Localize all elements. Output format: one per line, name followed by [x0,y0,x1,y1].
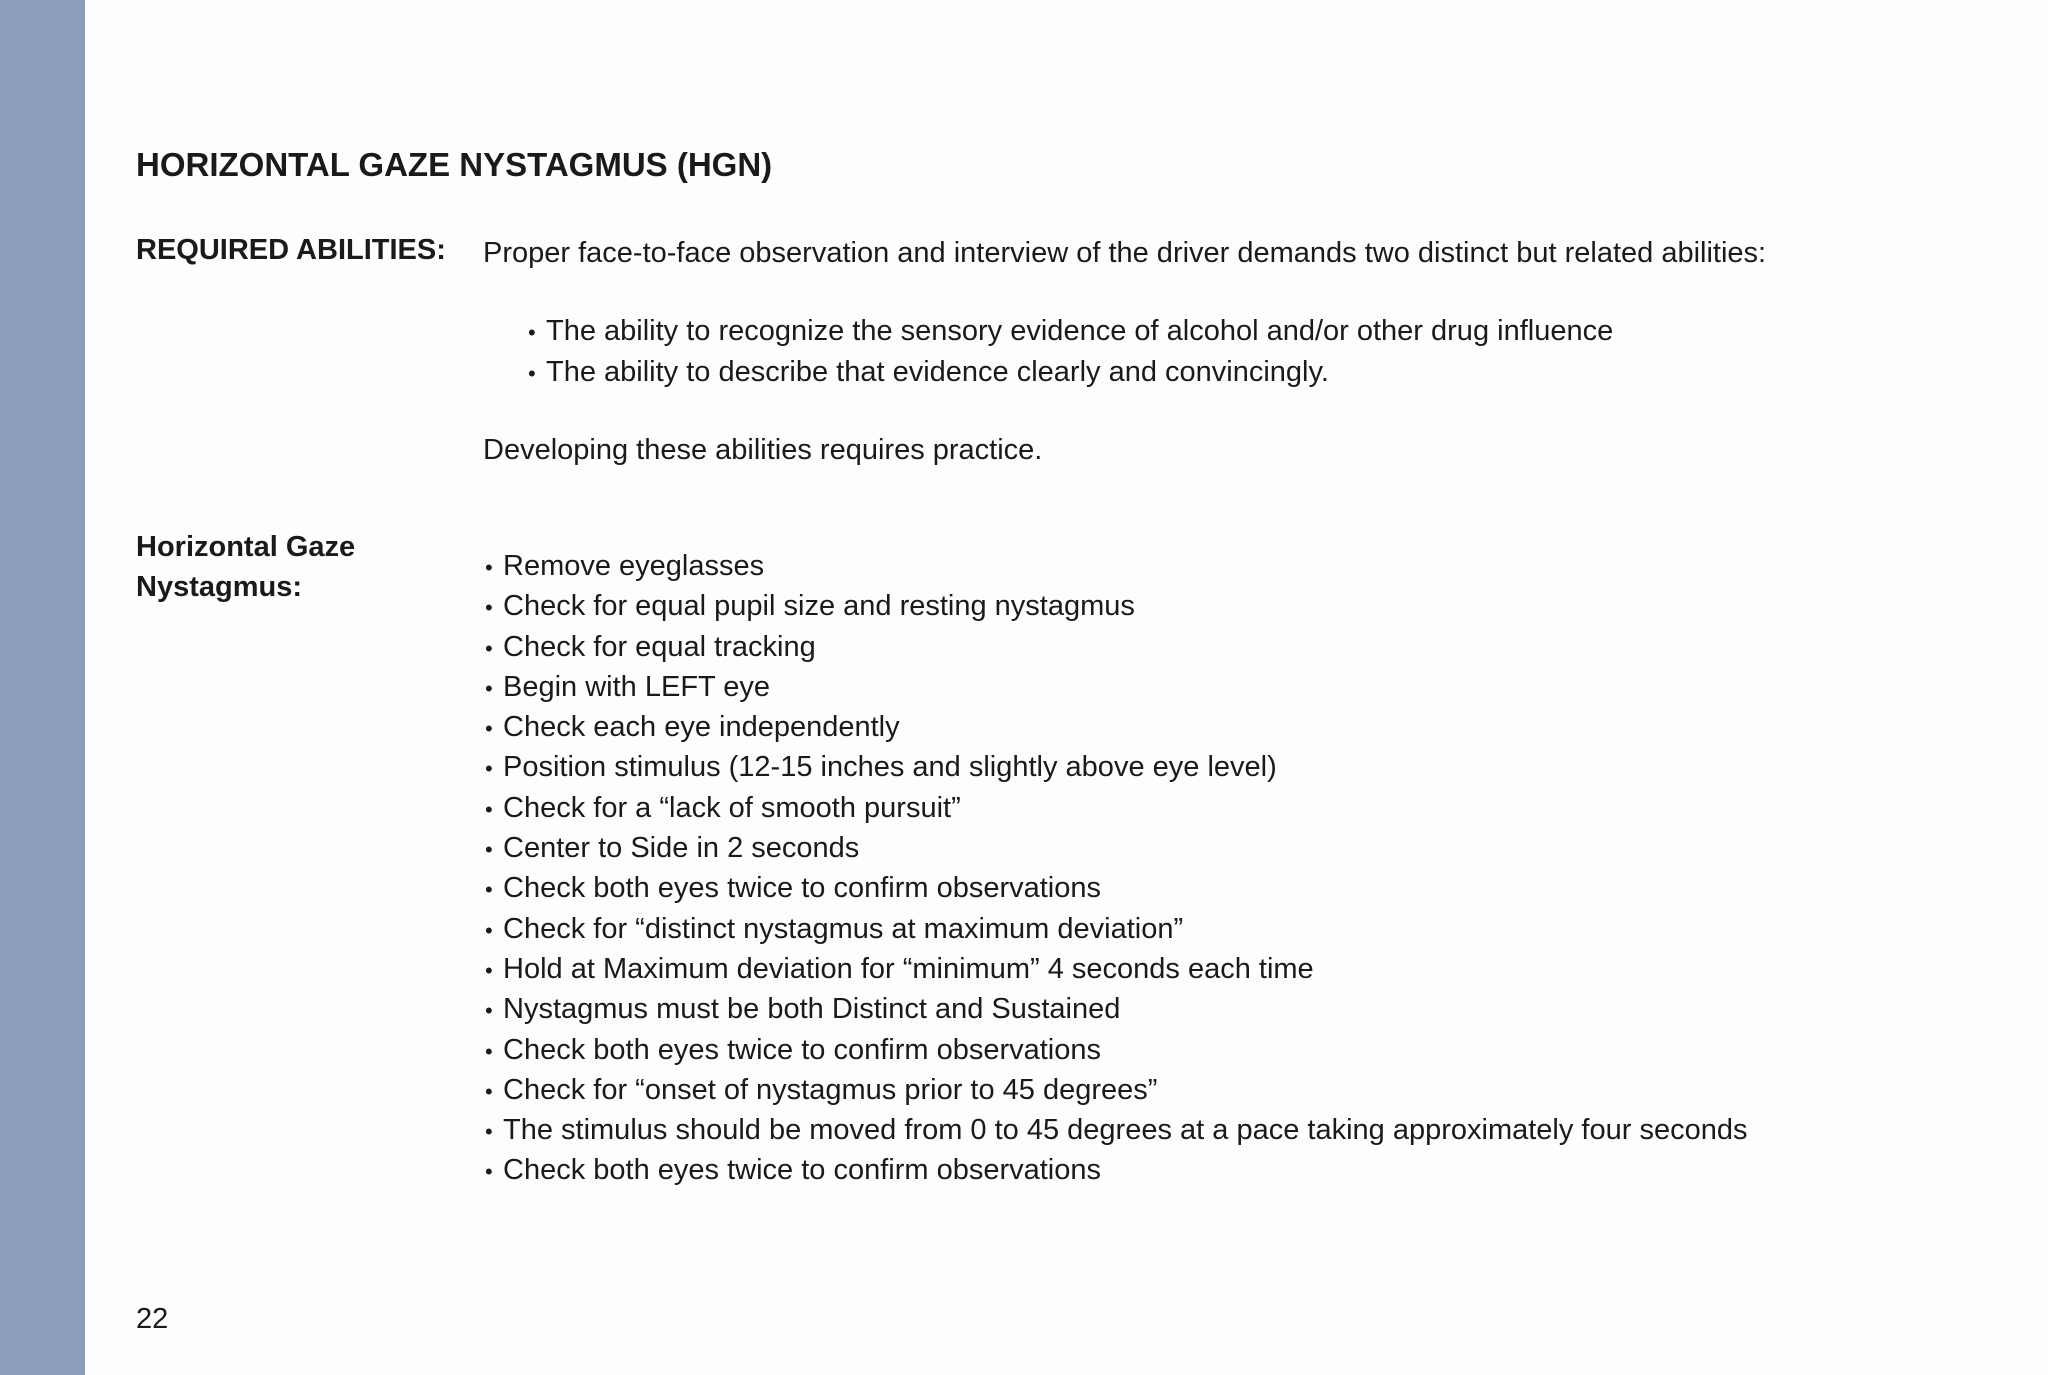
list-item [485,1031,1747,1071]
required-abilities-label: REQUIRED ABILITIES: [136,234,446,266]
list-item-text: Check both eyes twice to confirm observations [503,1033,1101,1066]
list-item-text: Check for “onset of nystagmus prior to 45 degrees” [503,1073,1158,1106]
list-item-text: Position stimulus (12-15 inches and slightly above eye level) [503,751,1277,784]
list-item-text: The stimulus should be moved from 0 to 45 degrees at a pace taking approximately four seconds [503,1114,1748,1147]
bullet-icon: • [528,320,536,345]
list-item-text: Check for a “lack of smooth pursuit” [503,791,961,824]
list-item [528,312,1613,353]
list-item-text: Remove eyeglasses [503,550,765,582]
list-item [485,990,1747,1030]
bullet-icon: • [485,635,493,661]
practice-note: Developing these abilities requires practice. [483,434,1043,466]
list-item [485,1151,1747,1191]
bullet-icon: • [485,756,493,782]
bullet-icon: • [485,716,493,742]
list-item-text: Hold at Maximum deviation for “minimum” 4 seconds each time [503,952,1314,985]
list-item-text: Nystagmus must be both Distinct and Sustained [503,993,1121,1026]
list-item [485,869,1747,909]
list-item [485,708,1747,748]
list-item-text: Check for equal tracking [503,630,816,663]
list-item [485,829,1747,869]
list-item [485,587,1747,627]
list-item [528,353,1613,394]
bullet-icon: • [485,917,493,943]
bullet-icon: • [485,1119,493,1145]
abilities-list [528,312,1613,393]
list-item [485,789,1747,829]
bullet-icon: • [485,877,493,903]
bullet-icon: • [485,555,493,580]
bullet-icon: • [485,595,493,621]
list-item [485,910,1747,950]
list-item-text: Center to Side in 2 seconds [503,832,860,865]
list-item [485,1111,1747,1151]
list-item [485,950,1747,990]
hgn-label [136,527,355,607]
bullet-icon: • [485,1159,493,1185]
hgn-steps-list [485,547,1747,1192]
list-item [485,748,1747,788]
bullet-icon: • [485,1078,493,1104]
bullet-icon: • [528,360,536,386]
side-accent-bar [0,0,85,1375]
list-item-text: Check for “distinct nystagmus at maximum deviation” [503,912,1184,945]
page-number: 22 [136,1303,169,1335]
hgn-label-line-1: Horizontal Gaze [136,531,356,563]
required-abilities-intro: Proper face-to-face observation and interview of the driver demands two distinct but related abilities: [483,237,1767,269]
list-item [485,1071,1747,1111]
list-item-text: Check both eyes twice to confirm observations [503,1154,1101,1187]
bullet-icon: • [485,998,493,1024]
list-item [485,628,1747,668]
bullet-icon: • [485,1038,493,1064]
list-item-text: Check for equal pupil size and resting nystagmus [503,590,1135,623]
list-item-text: Check both eyes twice to confirm observations [503,872,1101,905]
bullet-icon: • [485,837,493,863]
bullet-icon: • [485,957,493,983]
bullet-icon: • [485,675,493,701]
list-item [485,547,1747,587]
list-item [485,668,1747,708]
page-title: HORIZONTAL GAZE NYSTAGMUS (HGN) [136,146,773,183]
list-item-text: The ability to describe that evidence clearly and convincingly. [546,355,1329,388]
bullet-icon: • [485,796,493,822]
hgn-label-line-2: Nystagmus: [136,571,302,603]
list-item-text: Check each eye independently [503,711,900,744]
list-item-text: The ability to recognize the sensory evidence of alcohol and/or other drug influence [546,315,1614,347]
list-item-text: Begin with LEFT eye [503,670,771,703]
